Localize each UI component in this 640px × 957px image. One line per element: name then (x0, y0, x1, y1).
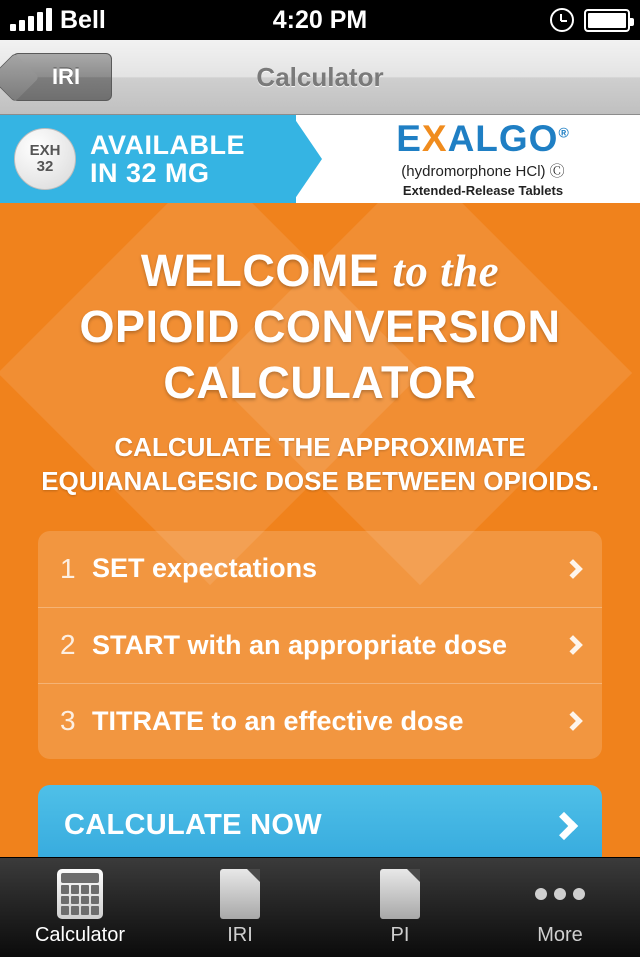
exalgo-logo-x: X (421, 118, 448, 159)
exalgo-generic-name: (hydromorphone HCl) Ⓒ (401, 163, 565, 180)
chevron-right-icon (563, 711, 583, 731)
ad-headline-line2: IN 32 MG (90, 158, 210, 188)
nav-bar (0, 40, 640, 115)
back-button-label: IRI (51, 64, 81, 89)
ellipsis-icon (534, 868, 586, 920)
calculate-now-label: CALCULATE NOW (64, 809, 322, 842)
step-label-lead: START (92, 629, 180, 660)
calculate-now-button[interactable] (38, 785, 602, 857)
pill-label-bottom: 32 (36, 158, 54, 175)
step-number: 2 (60, 629, 76, 661)
chevron-right-icon (563, 635, 583, 655)
step-label (92, 706, 464, 737)
tab-iri-label: IRI (227, 924, 253, 946)
ad-headline-line1: AVAILABLE (90, 129, 245, 160)
step-label-lead: TITRATE (92, 705, 204, 736)
exalgo-logo-prefix: E (396, 118, 422, 159)
step-label-rest: with an appropriate dose (180, 629, 508, 660)
pill-label-top: EXH (29, 142, 61, 160)
exalgo-logo (396, 120, 570, 157)
tab-bar (0, 857, 640, 957)
exalgo-formulation: Extended-Release Tablets (402, 183, 564, 198)
list-item[interactable] (38, 607, 602, 683)
tab-calculator-label: Calculator (34, 924, 126, 946)
document-icon (374, 868, 426, 920)
welcome-line-3: CALCULATOR (163, 357, 477, 408)
hero-subtitle (0, 431, 640, 499)
tab-more-label: More (537, 924, 583, 946)
welcome-line-2: OPIOID CONVERSION (79, 301, 561, 352)
welcome-word-welcome: WELCOME (140, 245, 393, 296)
clock-icon (550, 8, 574, 32)
list-item[interactable] (38, 683, 602, 759)
step-label-rest: expectations (144, 553, 318, 584)
tab-pi[interactable] (320, 858, 480, 957)
chevron-right-icon (550, 811, 578, 839)
welcome-heading (0, 203, 640, 409)
welcome-line-1 (0, 245, 640, 297)
steps-list (38, 531, 602, 759)
welcome-word-tothe: to the (392, 246, 500, 296)
exalgo-logo-suffix: ALGO (447, 118, 559, 159)
status-bar-right (550, 8, 630, 32)
back-button-iri[interactable] (12, 53, 112, 101)
tab-iri[interactable] (160, 858, 320, 957)
page-title: Calculator (256, 61, 384, 92)
exalgo-logo-registered: ® (558, 124, 570, 141)
list-item[interactable] (38, 531, 602, 607)
step-number: 1 (60, 552, 76, 584)
step-number: 3 (60, 705, 76, 737)
ad-headline (90, 131, 245, 188)
ad-banner[interactable] (0, 115, 640, 203)
status-bar-clock: 4:20 PM (272, 5, 368, 34)
chevron-right-icon (563, 559, 583, 579)
main-content (0, 203, 640, 857)
ad-banner-right (296, 115, 640, 203)
tab-calculator[interactable] (0, 858, 160, 957)
tab-more[interactable] (480, 858, 640, 957)
pill-icon (14, 128, 76, 190)
tab-pi-label: PI (390, 924, 410, 946)
status-bar (0, 0, 640, 40)
step-label-rest: to an effective dose (203, 705, 464, 736)
step-label-lead: SET (92, 553, 145, 584)
calculator-icon (54, 868, 106, 920)
step-label (92, 630, 507, 661)
battery-full-icon (584, 9, 630, 32)
carrier-label: Bell (60, 5, 106, 34)
hero-subtitle-line-2: EQUIANALGESIC DOSE BETWEEN OPIOIDS. (41, 465, 599, 496)
document-icon (214, 868, 266, 920)
step-label (92, 553, 317, 584)
hero-subtitle-line-1: CALCULATE THE APPROXIMATE (114, 432, 526, 462)
ad-banner-left (0, 115, 296, 203)
